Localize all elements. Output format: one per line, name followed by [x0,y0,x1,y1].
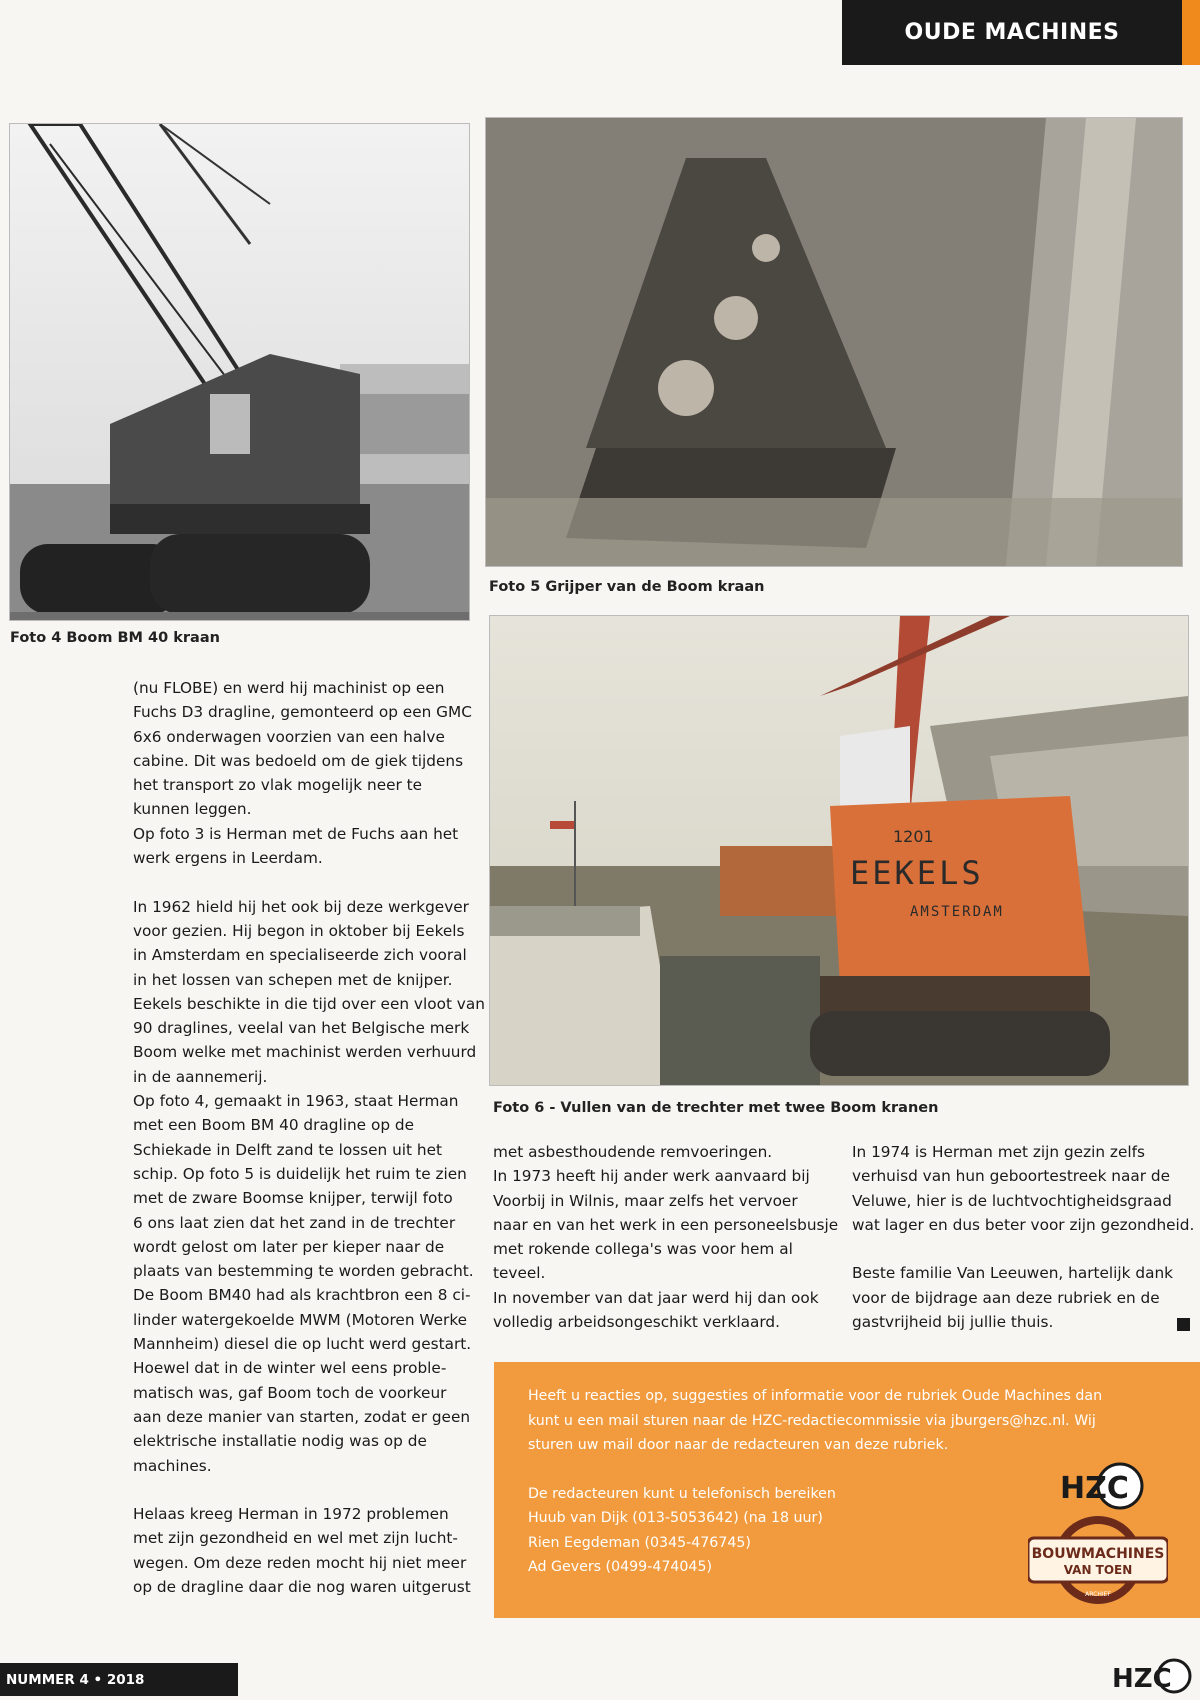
text-line: 6x6 onderwagen voorzien van een halve [133,727,445,746]
text-line [133,870,483,894]
issue-footer: NUMMER 4 • 2018 [0,1663,238,1696]
text-line: Op foto 4, gemaakt in 1963, staat Herman [133,1092,459,1111]
rubric-header: OUDE MACHINES [842,0,1182,65]
caption-foto6: Foto 6 - Vullen van de trechter met twee Boom kranen [493,1100,939,1116]
text-line: In november van dat jaar werd hij dan ook [493,1288,819,1307]
text-line: voor de bijdrage aan deze rubriek en de [852,1288,1160,1307]
svg-text:VAN TOEN: VAN TOEN [1063,1563,1133,1577]
text-line: 6 ons laat zien dat het zand in de trechter [133,1213,456,1232]
text-line: met een Boom BM 40 dragline op de [133,1116,415,1135]
info-line: Rien Eegdeman (0345-476745) [528,1534,751,1551]
info-line: kunt u een mail sturen naar de HZC-redactiecommissie via jburgers@hzc.nl. Wij [528,1412,1096,1429]
photo-foto4 [10,124,469,620]
text-line: linder watergekoelde MWM (Motoren Werke [133,1310,468,1329]
svg-text:BOUWMACHINES: BOUWMACHINES [1031,1546,1165,1562]
text-line: voor gezien. Hij begon in oktober bij Eekels [133,921,465,940]
text-line: (nu FLOBE) en werd hij machinist op een [133,679,445,697]
hzc-logo [1054,1460,1144,1510]
text-line: aan deze manier van starten, zodat er geen [133,1407,471,1426]
text-line: Veluwe, hier is de luchtvochtigheidsgraad [852,1191,1172,1210]
photo-foto5 [486,118,1182,566]
photo-foto6 [490,616,1188,1085]
text-line: Boom welke met machinist werden verhuurd [133,1043,477,1062]
text-line: Schiekade in Delft zand te lossen uit het [133,1140,443,1159]
contact-info-box [494,1362,1200,1618]
text-line: volledig arbeidsongeschikt verklaard. [493,1313,780,1332]
text-line: naar en van het werk in een personeelsbusje [493,1215,839,1234]
bouwmachines-van-toen-logo [1028,1512,1168,1608]
text-line: 90 draglines, veelal van het Belgische merk [133,1019,470,1038]
text-line: Beste familie Van Leeuwen, hartelijk dank [852,1264,1174,1283]
info-line: Heeft u reacties op, suggesties of informatie voor de rubriek Oude Machines dan [528,1388,1103,1404]
text-line [852,1237,1197,1261]
text-line: Voorbij in Wilnis, maar zelfs het vervoer [493,1191,798,1210]
foto6-crane-city: AMSTERDAM [910,904,1004,920]
text-line: Helaas kreeg Herman in 1972 problemen [133,1505,449,1524]
rubric-accent-bar [1182,0,1200,65]
text-line: het transport zo vlak mogelijk neer te [133,776,423,795]
info-line: Ad Gevers (0499-474045) [528,1559,713,1575]
article-end-mark [1177,1318,1190,1331]
svg-text:HZC: HZC [1060,1471,1129,1506]
text-line: plaats van bestemming te worden gebracht. [133,1262,474,1281]
caption-foto4: Foto 4 Boom BM 40 kraan [10,630,220,646]
footer-hzc-logo [1112,1656,1192,1696]
text-line: met zijn gezondheid en wel met zijn lucht- [133,1529,458,1548]
text-line: in het lossen van schepen met de knijper. [133,970,453,989]
text-line: in Amsterdam en specialiseerde zich vooral [133,946,467,965]
text-line: wegen. Om deze reden mocht hij niet meer [133,1553,467,1572]
text-line: met de zware Boomse knijper, terwijl foto [133,1189,453,1208]
text-line [133,1478,483,1502]
article-column-3 [852,1140,1197,1334]
text-line: cabine. Dit was bedoeld om de giek tijdens [133,751,464,770]
text-line: In 1962 hield hij het ook bij deze werkgever [133,897,469,916]
foto6-crane-number: 1201 [893,827,934,846]
text-line: De Boom BM40 had als krachtbron een 8 ci- [133,1286,471,1305]
text-line: wat lager en dus beter voor zijn gezondheid. [852,1215,1195,1234]
contact-info-text [528,1384,1102,1580]
article-column-1 [133,676,483,1599]
text-line: machines. [133,1456,212,1475]
text-line: teveel. [493,1264,546,1283]
text-line: Op foto 3 is Herman met de Fuchs aan het [133,824,459,843]
text-line: elektrische installatie nodig was op de [133,1432,427,1451]
text-line: Fuchs D3 dragline, gemonteerd op een GMC [133,703,472,722]
info-line: Huub van Dijk (013-5053642) (na 18 uur) [528,1510,823,1526]
text-line: gastvrijheid bij jullie thuis. [852,1313,1054,1332]
text-line: in de aannemerij. [133,1067,268,1086]
caption-foto5: Foto 5 Grijper van de Boom kraan [489,579,765,595]
text-line: Eekels beschikte in die tijd over een vloot van [133,994,485,1013]
text-line: wordt gelost om later per kieper naar de [133,1237,445,1256]
text-line: met rokende collega's was voor hem al [493,1240,793,1259]
svg-text:HZC: HZC [1112,1664,1172,1694]
text-line: matisch was, gaf Boom toch de voorkeur [133,1383,447,1402]
foto6-crane-brand: EEKELS [850,854,984,892]
text-line: verhuisd van hun geboortestreek naar de [852,1167,1171,1186]
text-line: met asbesthoudende remvoeringen. [493,1143,773,1161]
text-line: werk ergens in Leerdam. [133,849,323,868]
text-line: Mannheim) diesel die op lucht werd gestart. [133,1335,472,1354]
text-line: Hoewel dat in de winter wel eens proble- [133,1359,447,1378]
article-column-2 [493,1140,839,1334]
text-line: schip. Op foto 5 is duidelijk het ruim te zien [133,1164,467,1183]
text-line: op de dragline daar die nog waren uitgerust [133,1577,471,1596]
info-line: De redacteuren kunt u telefonisch bereiken [528,1485,836,1502]
text-line: In 1974 is Herman met zijn gezin zelfs [852,1143,1145,1161]
info-line: sturen uw mail door naar de redacteuren van deze rubriek. [528,1437,949,1453]
svg-text:ARCHIEF: ARCHIEF [1085,1591,1111,1598]
text-line: In 1973 heeft hij ander werk aanvaard bij [493,1167,810,1186]
text-line: kunnen leggen. [133,800,252,819]
